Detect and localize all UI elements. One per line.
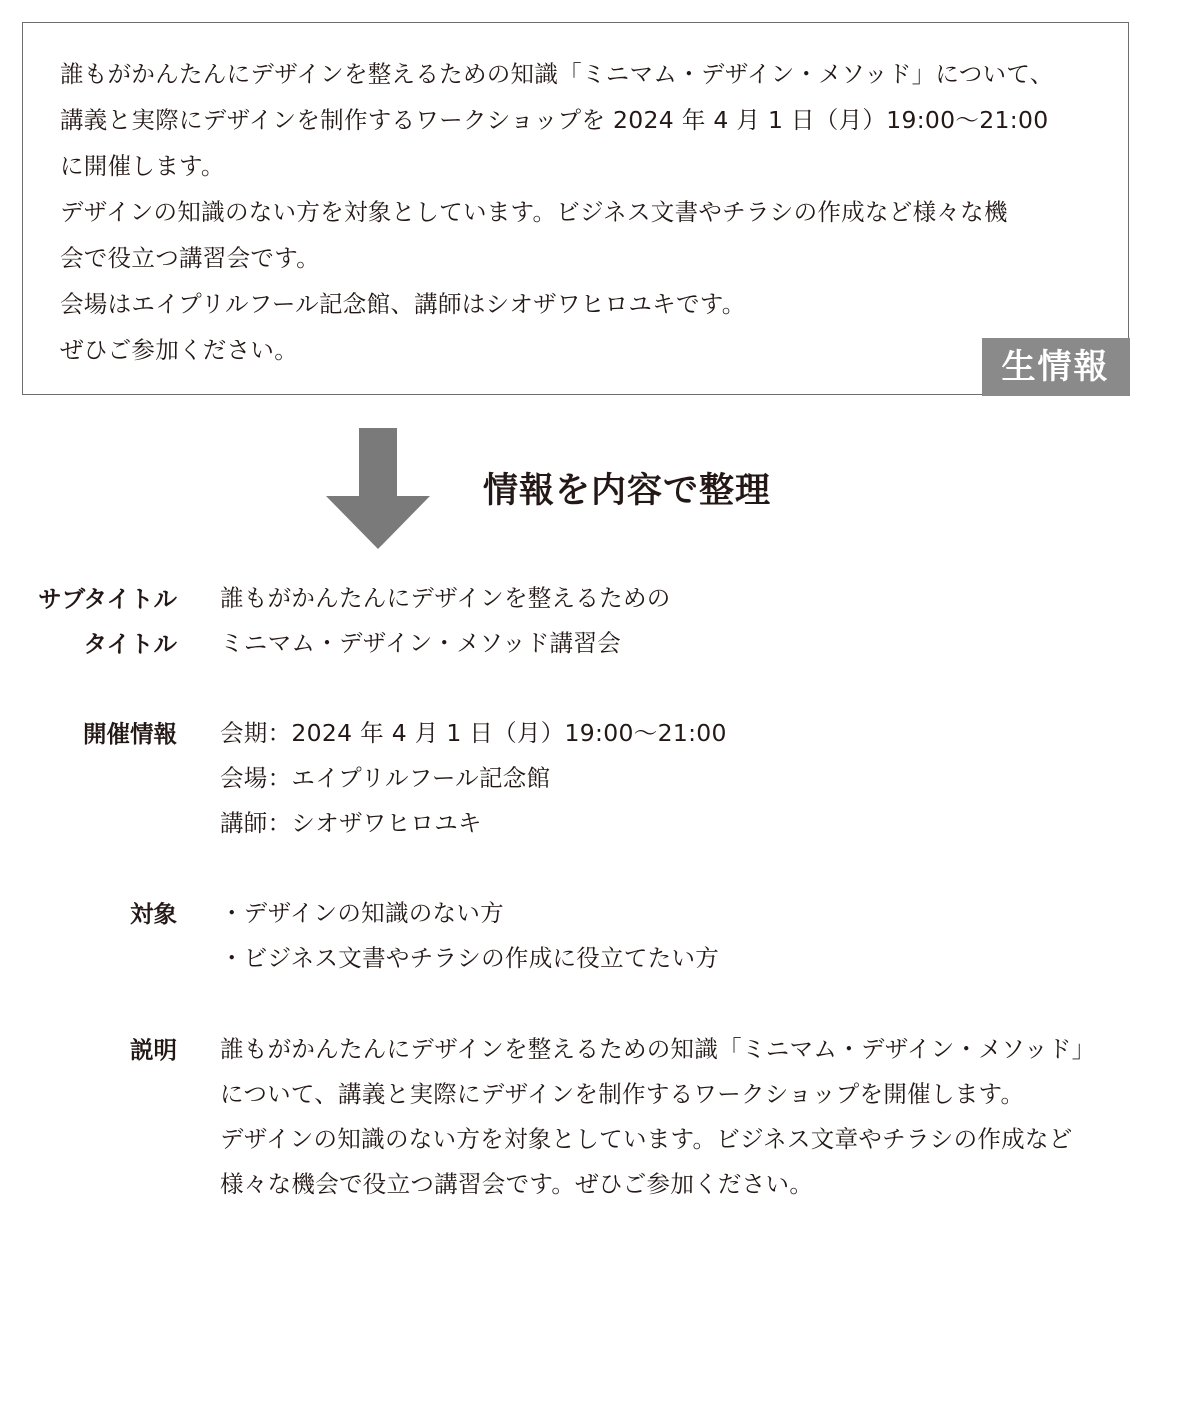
raw-info-text — [60, 51, 1054, 373]
raw-info-line: 会で役立つ講習会です。 — [60, 244, 320, 272]
subtitle-label: サブタイトル — [38, 585, 177, 613]
title-value — [220, 621, 621, 666]
raw-info-line: ぜひご参加ください。 — [60, 336, 298, 364]
subtitle-value — [220, 576, 671, 621]
raw-info-line: 会場はエイプリルフール記念館、講師はシオザワヒロユキです。 — [60, 290, 746, 318]
event-date-line: 会期：2024 年 4 月 1 日（月）19:00〜21:00 — [220, 719, 727, 747]
title-line: ミニマム・デザイン・メソッド講習会 — [220, 629, 622, 657]
description-line: について、講義と実際にデザインを制作するワークショップを開催します。 — [220, 1080, 1025, 1108]
audience-item: ・ビジネス文書やチラシの作成に役立てたい方 — [220, 944, 720, 972]
description-line: 誰もがかんたんにデザインを整えるための知識「ミニマム・デザイン・メソッド」 — [220, 1035, 1096, 1063]
raw-info-line: 誰もがかんたんにデザインを整えるための知識「ミニマム・デザイン・メソッド」について、 — [60, 60, 1054, 88]
audience-item: ・デザインの知識のない方 — [220, 899, 504, 927]
description-label: 説明 — [130, 1036, 177, 1064]
subtitle-line: 誰もがかんたんにデザインを整えるための — [220, 584, 671, 612]
section-heading: 情報を内容で整理 — [483, 471, 772, 511]
raw-info-tag: 生情報 — [982, 338, 1130, 396]
raw-info-box — [22, 22, 1129, 395]
event-info-label: 開催情報 — [83, 720, 177, 748]
description-line: デザインの知識のない方を対象としています。ビジネス文章やチラシの作成など — [220, 1125, 1073, 1153]
audience-label: 対象 — [130, 900, 177, 928]
audience-value — [220, 891, 719, 981]
description-line: 様々な機会で役立つ講習会です。ぜひご参加ください。 — [220, 1170, 814, 1198]
raw-info-line: デザインの知識のない方を対象としています。ビジネス文書やチラシの作成など様々な機 — [60, 198, 1008, 226]
event-info-value — [220, 711, 727, 846]
down-arrow-icon — [326, 428, 430, 550]
description-value — [220, 1027, 1095, 1207]
down-arrow-shape — [326, 428, 430, 549]
title-label: タイトル — [83, 630, 177, 658]
event-lecturer-line: 講師：シオザワヒロユキ — [220, 809, 482, 837]
raw-info-line: 講義と実際にデザインを制作するワークショップを 2024 年 4 月 1 日（月）19:00〜21:00 — [60, 106, 1049, 134]
event-venue-line: 会場：エイプリルフール記念館 — [220, 764, 551, 792]
raw-info-line: に開催します。 — [60, 152, 225, 180]
